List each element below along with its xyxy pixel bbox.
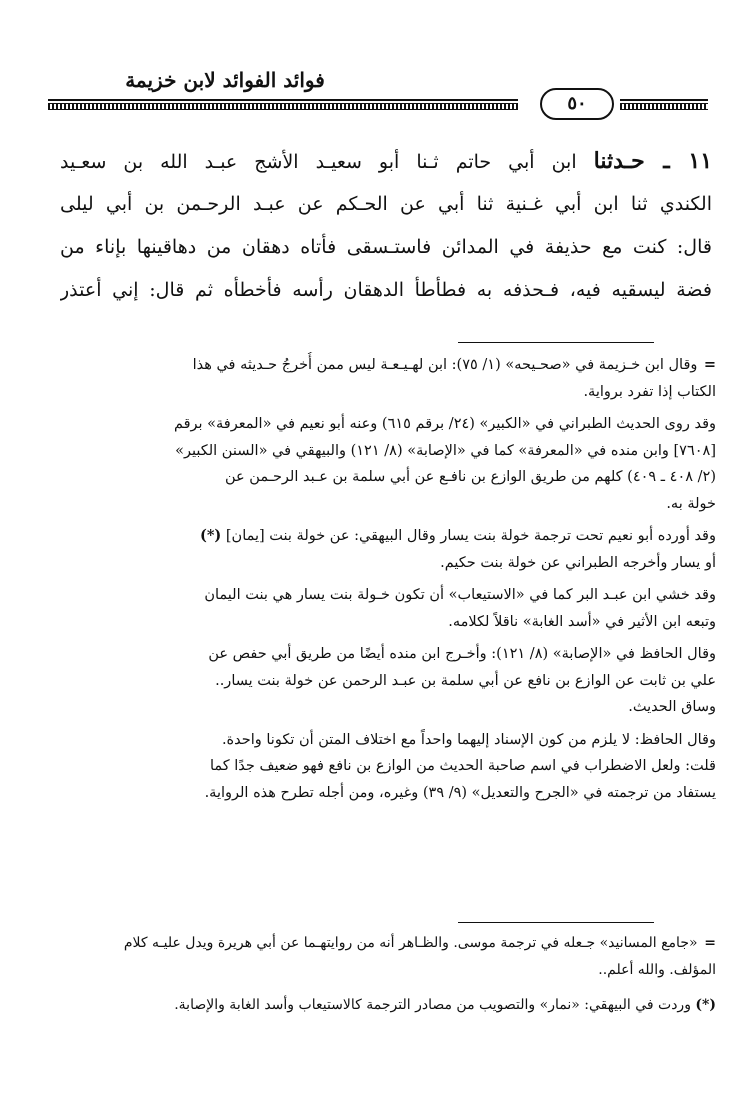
footnote-line bbox=[60, 930, 716, 957]
footnote-line: وتبعه ابن الأثير في «أسد الغابة» ناقلاً لكلامه. bbox=[448, 613, 716, 630]
footnote-line: الكتاب إذا تفرد برواية. bbox=[583, 383, 716, 400]
footnote-separator bbox=[458, 342, 654, 343]
footnote-line: علي بن ثابت عن الوازع بن نافع عن أبي سلمة بن عبـد الرحمن عن خولة بنت يسار.. bbox=[215, 672, 716, 689]
main-text-line-content: ابن أبي حاتم ثـنا أبو سعيـد الأشج عبـد الله بن سعـيد bbox=[60, 151, 577, 173]
footnote-line-text: وردت في البيهقي: «نمار» والتصويب من مصادر الترجمة كالاستيعاب وأسد الغابة والإصابة. bbox=[174, 997, 691, 1013]
footnote-line: [٧٦٠٨] وابن منده في «المعرفة» كما في «الإصابة» (٨/ ١٢١) والبيهقي في «السنن الكبير» bbox=[175, 442, 716, 459]
footnote-line: يستفاد من ترجمته في «الجرح والتعديل» (٩/ ٣٩) وغيره، ومن أجله تطرح هذه الرواية. bbox=[204, 784, 716, 801]
main-text-line bbox=[60, 140, 712, 183]
footnote-line: خولة به. bbox=[666, 495, 716, 512]
continuation-marker: = bbox=[703, 356, 716, 373]
main-text-line: قال: كنت مع حذيفة في المدائن فاستـسقى فأتاه دهقان من دهاقينها بإناء من bbox=[60, 236, 712, 258]
footnote-line: وقال الحافظ: لا يلزم من كون الإسناد إليهما واحداً مع اختلاف المتن أن تكونا واحدة. bbox=[221, 731, 716, 748]
footnote-line bbox=[60, 992, 716, 1019]
header-rule-hatched bbox=[48, 103, 518, 110]
footnote-line: وقال الحافظ في «الإصابة» (٨/ ١٢١): وأخـرج ابن منده أيضًا من طريق أبي حفص عن bbox=[208, 646, 716, 662]
main-text-line: فضة ليسقيه فيه، فـحذفه به فطأطأ الدهقان رأسه فأخطأه ثم قال: إني أعتذر bbox=[60, 279, 712, 301]
header-rule-right-hatched bbox=[620, 103, 708, 110]
footnote-line bbox=[60, 523, 716, 550]
footnote-line bbox=[60, 352, 716, 379]
page-header bbox=[48, 64, 708, 124]
footnote-line: قلت: ولعل الاضطراب في اسم صاحبة الحديث من الوازع بن نافع فهو ضعيف جدًا كما bbox=[209, 758, 716, 774]
hadith-number: ١١ ـ حـدثنا bbox=[593, 148, 712, 174]
main-text-line: الكندي ثنا ابن أبي غـنية ثنا أبي عن الحـكم عن عبـد الرحـمن بن أبي ليلى bbox=[60, 193, 712, 215]
header-rule-thin bbox=[48, 99, 518, 101]
footnote-line: (٢/ ٤٠٨ ـ ٤٠٩) كلهم من طريق الوازع بن نافـع عن أبي سلمة بن عـبد الرحـمن عن bbox=[225, 469, 716, 485]
footnote-star-marker: (*) bbox=[199, 527, 222, 544]
footnote-separator bbox=[458, 922, 654, 923]
footnote-line-text: «جامع المسانيد» جـعله في ترجمة موسى. والظـاهر أنه من روايتهـما عن أبي هريرة ويدل عليـه كلام bbox=[123, 935, 698, 951]
footnote-line: المؤلف. والله أعلم.. bbox=[598, 962, 716, 978]
footnote-star-marker: (*) bbox=[695, 997, 716, 1013]
footnote-line: وقد روى الحديث الطبراني في «الكبير» (٢٤/ برقم ٦١٥) وعنه أبو نعيم في «المعرفة» برقم bbox=[173, 416, 716, 432]
footnote-line: أو يسار وأخرجه الطبراني عن خولة بنت حكيم. bbox=[440, 554, 716, 571]
main-text bbox=[60, 140, 712, 312]
footnote-line-text: وقال ابن خـزيمة في «صحـيحه» (١/ ٧٥): ابن لهـيـعـة ليس ممن أُخرجُ حـديثه في هذا bbox=[192, 357, 698, 373]
footnotes-secondary bbox=[60, 930, 716, 1019]
footnotes bbox=[60, 352, 716, 806]
footnote-line-text: وقد أورده أبو نعيم تحت ترجمة خولة بنت يسار وقال البيهقي: عن خولة بنت [يمان] bbox=[225, 528, 716, 544]
page-number: ٥٠ bbox=[540, 88, 614, 120]
footnote-line: وساق الحديث. bbox=[628, 699, 716, 715]
header-rule-right-thin bbox=[620, 99, 708, 101]
continuation-marker: = bbox=[704, 935, 716, 951]
footnote-line: وقد خشي ابن عبـد البر كما في «الاستيعاب» أن تكون خـولة بنت يسار هي بنت اليمان bbox=[204, 587, 716, 603]
book-title: فوائد الفوائد لابن خزيمة bbox=[125, 68, 325, 92]
